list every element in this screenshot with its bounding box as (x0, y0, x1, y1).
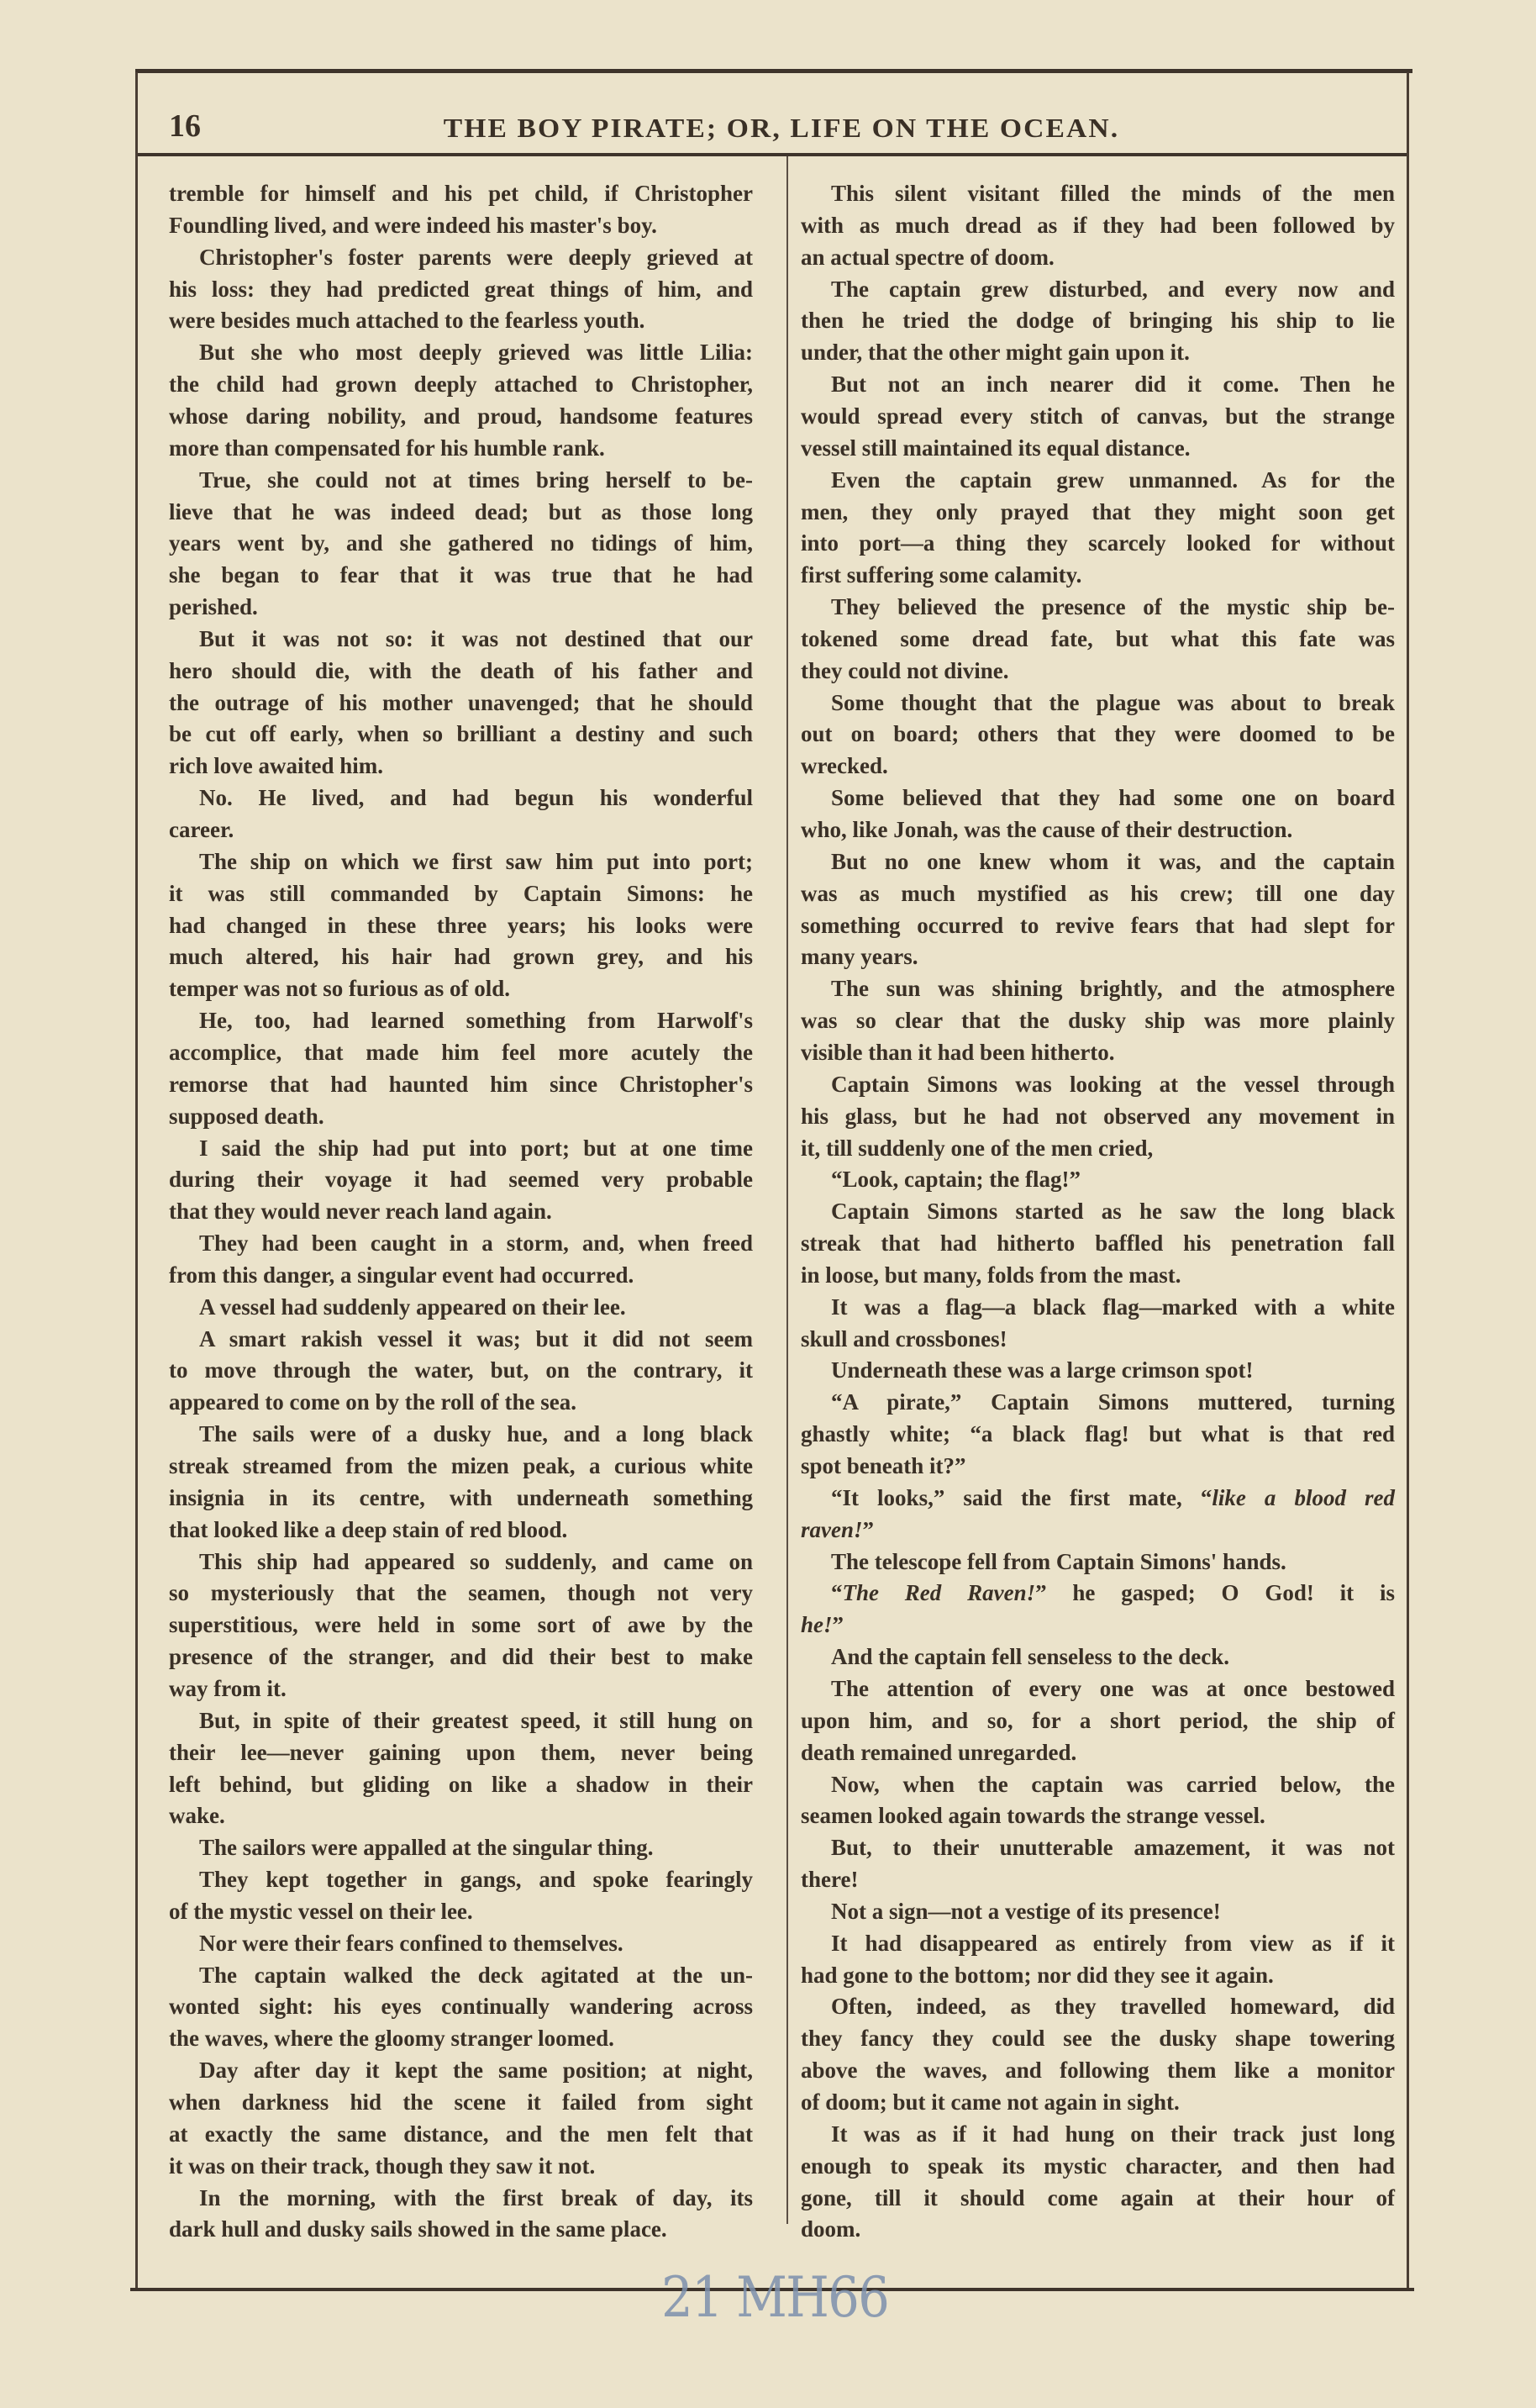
page-number: 16 (169, 108, 201, 144)
text-line: to move through the water, but, on the contrary, it (169, 1357, 753, 1383)
text-line: I said the ship had put into port; but at one time (199, 1135, 753, 1161)
text-line: the waves, where the gloomy stranger loomed. (169, 2026, 614, 2052)
text-line: left behind, but gliding on like a shadow in their (169, 1771, 753, 1797)
text-line: of doom; but it came not again in sight. (801, 2089, 1180, 2115)
text-line: whose daring nobility, and proud, handsome features (169, 403, 753, 429)
text-line: appeared to come on by the roll of the sea. (169, 1389, 576, 1415)
text-line: Not a sign—not a vestige of its presence! (831, 1898, 1221, 1924)
text-line: wake. (169, 1803, 225, 1829)
text-line: something occurred to revive fears that had slept for (801, 912, 1395, 938)
text-line: it was still commanded by Captain Simons: he (169, 880, 753, 906)
text-line: skull and crossbones! (801, 1325, 1007, 1352)
text-segment: “ (831, 1580, 843, 1606)
text-line: an actual spectre of doom. (801, 244, 1055, 270)
text-line: that they would never reach land again. (169, 1199, 552, 1225)
text-line: the child had grown deeply attached to Christopher, (169, 371, 753, 398)
text-line: wonted sight: his eyes continually wandering across (169, 1994, 753, 2020)
text-line: The ship on which we first saw him put into port; (199, 848, 753, 874)
text-line: his glass, but he had not observed any movement in (801, 1103, 1395, 1129)
text-line: And the captain fell senseless to the deck. (831, 1644, 1229, 1670)
text-segment: ” (832, 1612, 844, 1638)
text-line: be cut off early, when so brilliant a destiny and such (169, 721, 753, 747)
text-line: But no one knew whom it was, and the captain (831, 848, 1395, 874)
text-line: dark hull and dusky sails showed in the same place. (169, 2216, 667, 2242)
running-title: THE BOY PIRATE; OR, LIFE ON THE OCEAN. (443, 113, 1120, 143)
text-line (831, 1578, 1395, 1608)
text-line: men, they only prayed that they might soon get (801, 498, 1395, 524)
text-line: They had been caught in a storm, and, when freed (199, 1230, 753, 1257)
text-line: it was on their track, though they saw it not. (169, 2152, 596, 2179)
header-rule (138, 153, 1407, 156)
text-line: The attention of every one was at once bestowed (831, 1675, 1395, 1701)
text-line: first suffering some calamity. (801, 562, 1082, 588)
text-line: The sails were of a dusky hue, and a long black (199, 1421, 753, 1447)
text-line: much altered, his hair had grown grey, and his (169, 944, 753, 970)
date-stamp: 21 MH66 (661, 2265, 889, 2330)
text-line: A vessel had suddenly appeared on their lee. (199, 1294, 626, 1320)
text-segment: he! (801, 1612, 833, 1638)
text-line: when darkness hid the scene it failed from sight (169, 2089, 753, 2115)
text-line: with as much dread as if they had been followed by (801, 212, 1395, 238)
text-line: had changed in these three years; his looks were (169, 912, 753, 938)
text-line (801, 1515, 874, 1545)
text-line: tremble for himself and his pet child, if Christopher (169, 181, 753, 206)
text-line: were besides much attached to the fearless youth. (169, 308, 645, 334)
text-segment: “It looks,” said the first mate, “ (831, 1484, 1212, 1510)
text-line: It was a flag—a black flag—marked with a white (831, 1294, 1395, 1320)
text-line: the outrage of his mother unavenged; that he should (169, 689, 753, 715)
text-line: spot beneath it?” (801, 1453, 966, 1478)
text-segment: ” he gasped; O God! it is (1035, 1580, 1395, 1606)
text-line (801, 1610, 844, 1640)
text-line: at exactly the same distance, and the men felt that (169, 2121, 753, 2147)
text-line: visible than it had been hitherto. (801, 1039, 1115, 1065)
text-line: death remained unregarded. (801, 1739, 1077, 1765)
text-line: Captain Simons started as he saw the long black (831, 1199, 1395, 1225)
text-line: hero should die, with the death of his father and (169, 657, 753, 683)
text-line: doom. (801, 2216, 861, 2242)
text-line: wrecked. (801, 753, 888, 779)
text-line: This ship had appeared so suddenly, and came on (199, 1548, 753, 1574)
text-line: But, in spite of their greatest speed, it still hung on (199, 1707, 753, 1733)
text-line: superstitious, were held in some sort of awe by the (169, 1612, 753, 1638)
text-line: “A pirate,” Captain Simons muttered, turning (831, 1389, 1395, 1415)
text-line: temper was not so furious as of old. (169, 976, 511, 1002)
text-line: But she who most deeply grieved was little Lilia: (199, 340, 753, 366)
text-line: They believed the presence of the mystic ship be- (831, 594, 1395, 620)
text-line: ghastly white; “a black flag! but what is that red (801, 1421, 1395, 1447)
text-line: who, like Jonah, was the cause of their destruction. (801, 817, 1293, 842)
text-line: tokened some dread fate, but what this fate was (801, 625, 1395, 651)
text-line: rich love awaited him. (169, 753, 383, 779)
text-line: They kept together in gangs, and spoke fearingly (199, 1867, 753, 1893)
text-line: It was as if it had hung on their track just long (831, 2121, 1395, 2147)
text-line: Underneath these was a large crimson spot! (831, 1357, 1254, 1383)
text-line: Captain Simons was looking at the vessel through (831, 1071, 1395, 1097)
text-line: The captain grew disturbed, and every now and (831, 276, 1395, 302)
text-line: insignia in its centre, with underneath something (169, 1484, 753, 1510)
text-line: during their voyage it had seemed very probable (169, 1167, 753, 1193)
text-line (831, 1483, 1395, 1513)
text-line: career. (169, 817, 234, 842)
text-line: gone, till it should come again at their hour of (801, 2184, 1395, 2210)
text-line: But, to their unutterable amazement, it was not (831, 1835, 1395, 1861)
text-line: supposed death. (169, 1103, 324, 1129)
text-line: was so clear that the dusky ship was more plainly (801, 1008, 1395, 1034)
text-line: lieve that he was indeed dead; but as those long (169, 498, 753, 524)
text-line: so mysteriously that the seamen, though not very (169, 1580, 753, 1606)
text-line: enough to speak its mystic character, and then had (801, 2152, 1395, 2179)
text-line: Day after day it kept the same position; at night, (199, 2058, 753, 2084)
text-line: “Look, captain; the flag!” (831, 1167, 1081, 1193)
text-line: True, she could not at times bring herself to be- (199, 466, 753, 493)
text-line: many years. (801, 944, 918, 970)
text-line: The captain walked the deck agitated at the un- (199, 1962, 753, 1988)
text-line: Now, when the captain was carried below, the (831, 1771, 1395, 1797)
text-line: years went by, and she gathered no tidings of him, (169, 530, 753, 556)
text-line: would spread every stitch of canvas, but the strange (801, 403, 1395, 429)
text-line: Some thought that the plague was about to break (831, 689, 1395, 715)
text-line: Foundling lived, and were indeed his master's boy. (169, 212, 657, 238)
text-line: in loose, but many, folds from the mast. (801, 1262, 1181, 1288)
text-line: accomplice, that made him feel more acutely the (169, 1039, 753, 1065)
text-segment: The Red Raven! (842, 1580, 1036, 1606)
text-line: then he tried the dodge of bringing his ship to lie (801, 308, 1395, 334)
text-line: This silent visitant filled the minds of the men (831, 181, 1395, 206)
text-line: Nor were their fears confined to themselves. (199, 1930, 623, 1956)
text-line: The sun was shining brightly, and the atmosphere (831, 976, 1395, 1002)
text-line: under, that the other might gain upon it. (801, 340, 1190, 366)
text-line: it, till suddenly one of the men cried, (801, 1135, 1154, 1161)
text-line: seamen looked again towards the strange vessel. (801, 1803, 1265, 1829)
text-line: they could not divine. (801, 657, 1009, 683)
text-line: upon him, and so, for a short period, the ship of (801, 1707, 1395, 1733)
text-line: their lee—never gaining upon them, never being (169, 1739, 753, 1765)
text-line: streak that had hitherto baffled his penetration fall (801, 1230, 1395, 1257)
text-line: there! (801, 1867, 859, 1893)
text-line: But it was not so: it was not destined that our (199, 625, 753, 651)
text-line: presence of the stranger, and did their best to make (169, 1644, 753, 1670)
text-line: that looked like a deep stain of red blood. (169, 1516, 568, 1542)
text-line: streak streamed from the mizen peak, a curious white (169, 1453, 753, 1478)
text-segment: ” (862, 1516, 874, 1542)
text-line: way from it. (169, 1675, 287, 1701)
text-line: The telescope fell from Captain Simons' hands. (831, 1548, 1286, 1574)
text-line: more than compensated for his humble rank. (169, 435, 605, 461)
text-line: had gone to the bottom; nor did they see it again. (801, 1962, 1274, 1988)
text-line: Often, indeed, as they travelled homeward, did (831, 1994, 1395, 2020)
column-divider (786, 156, 788, 2224)
text-line: It had disappeared as entirely from view as if it (831, 1930, 1395, 1956)
text-line: she began to fear that it was true that he had (169, 562, 753, 588)
text-line: of the mystic vessel on their lee. (169, 1898, 473, 1924)
text-line: But not an inch nearer did it come. Then he (831, 371, 1395, 398)
text-line: Even the captain grew unmanned. As for the (831, 466, 1395, 493)
text-line: Some believed that they had some one on board (831, 785, 1395, 811)
text-line: vessel still maintained its equal distance. (801, 435, 1191, 461)
text-line: No. He lived, and had begun his wonderful (199, 785, 753, 811)
text-line: A smart rakish vessel it was; but it did not seem (199, 1325, 753, 1352)
text-line: Christopher's foster parents were deeply grieved at (199, 244, 753, 270)
text-line: into port—a thing they scarcely looked for without (801, 530, 1395, 556)
text-segment: like a blood red (1212, 1484, 1396, 1510)
text-line: He, too, had learned something from Harwolf's (199, 1008, 753, 1034)
text-segment: raven! (801, 1516, 863, 1542)
text-line: out on board; others that they were doomed to be (801, 721, 1395, 747)
text-line: remorse that had haunted him since Christopher's (169, 1071, 753, 1097)
text-line: they fancy they could see the dusky shape towering (801, 2026, 1395, 2052)
text-line: above the waves, and following them like a monitor (801, 2058, 1395, 2084)
text-line: his loss: they had predicted great things of him, and (169, 276, 753, 302)
text-line: perished. (169, 594, 258, 620)
text-line: The sailors were appalled at the singular thing. (199, 1835, 654, 1861)
text-line: from this danger, a singular event had occurred. (169, 1262, 634, 1288)
text-line: In the morning, with the first break of day, its (199, 2184, 753, 2210)
text-line: was as much mystified as his crew; till one day (801, 880, 1395, 906)
